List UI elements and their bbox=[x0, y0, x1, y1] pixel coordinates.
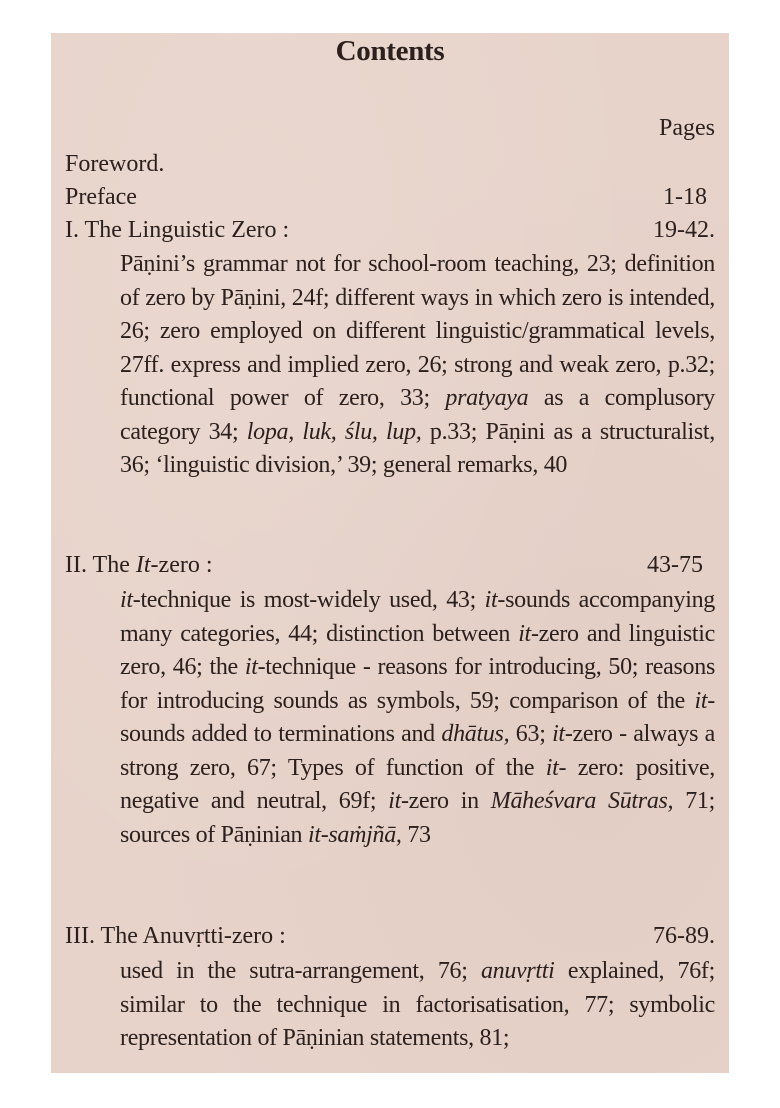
chapter-1-description: Pāṇini’s grammar not for school-room teaching, 23; definition of zero by Pāṇini, 24f; different ways in which zero is intended, 26; zero employed on different linguistic/grammatical levels, 27ff. express and implied zero, 26; strong and weak zero, p.32; functional power of zero, 33; pratyaya as a complusory category 34; lopa, luk, ślu, lup, p.33; Pāṇini as a structuralist, 36; ‘linguistic division,’ 39; general remarks, 40 bbox=[120, 251, 715, 478]
chapter-2-description: it-technique is most-widely used, 43; it-sounds accompanying many categories, 44; distinction between it-zero and linguistic zero, 46; the it-technique - reasons for introducing, 50; reasons for introducing sounds as symbols, 59; comparison of the it-sounds added to terminations and dhātus, 63; it-zero - always a strong zero, 67; Types of function of the it- zero: positive, negative and neutral, 69f; it-zero in Māheśvara Sūtras, 71; sources of Pāṇinian it-saṁjñā, 73 bbox=[120, 587, 716, 848]
page-title: Contents bbox=[335, 35, 445, 67]
toc-entry-label: I. The Linguistic Zero : bbox=[65, 217, 290, 243]
toc-entry-label: Foreword. bbox=[65, 151, 165, 177]
toc-entry-label: II. The It-zero : bbox=[65, 552, 213, 578]
toc-entry-foreword bbox=[65, 148, 707, 181]
toc-entry-label: III. The Anuvṛtti-zero : bbox=[65, 923, 286, 949]
toc-entry-chapter-3 bbox=[65, 920, 715, 953]
toc-entry-pages: 43-75 bbox=[647, 552, 703, 578]
toc-entry-label: Preface bbox=[65, 184, 137, 210]
toc-entry-pages: 19-42. bbox=[653, 217, 715, 243]
toc-entry-chapter-2 bbox=[65, 549, 703, 582]
pages-column-header: Pages bbox=[659, 115, 715, 141]
book-page bbox=[51, 33, 729, 1073]
chapter-3-description: used in the sutra-arrangement, 76; anuvṛtti explained, 76f; similar to the technique in factorisatisation, 77; symbolic representation of Pāṇinian statements, 81; bbox=[120, 958, 715, 1051]
toc-entry-pages: 76-89. bbox=[653, 923, 715, 949]
toc-entry-chapter-1 bbox=[65, 214, 715, 247]
toc-entry-pages: 1-18 bbox=[663, 184, 707, 210]
toc-entry-preface bbox=[65, 181, 707, 214]
